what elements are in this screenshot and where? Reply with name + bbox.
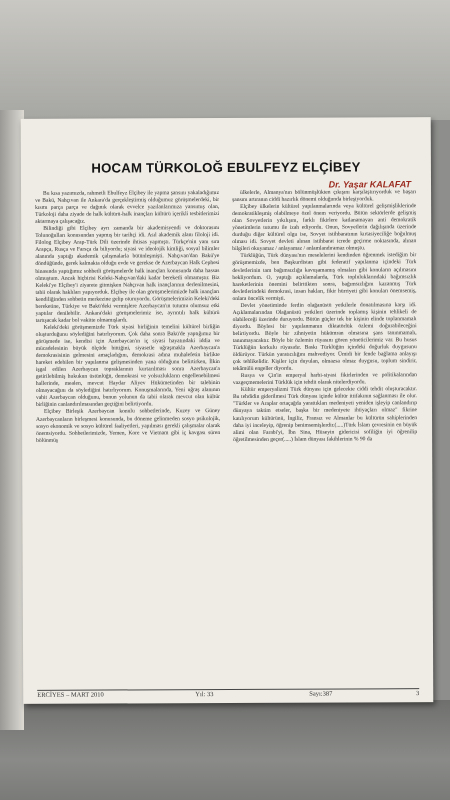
footer-issue: Sayı:387: [309, 690, 333, 698]
article-title: HOCAM TÜRKOLOĞ EBULFEYZ ELÇİBEY: [91, 159, 361, 176]
background-table: [0, 700, 450, 800]
paragraph: Devlet yönetiminde ferdin olağanüstü yetkilerle donatılmasına karşı idi. Açıklamalarından Olağanüstü yetkileri üzerinde toplamış kişinin tehlikeli de olabileceği üzerinde duruyordu. Bütün güçler tek bir kişinin elinde toplanmamalı diyordu. Böylesi bir yapılanmanın diktatörlük özlemi doğurabileceğini belirtiyordu. Böyle bir zihniyetin hükümran olmasına şans tanınmamalı, tanınmayacaktır. Böyle bir özlemin rüyasını gören yöneticilerimiz var. Bu husus Türklüğün korkulu rüyasıdır. Baskı Türklüğün içindeki doğurluk duygusunu öldürüyor. Türkün yaratıcılığını mahvediyor. Ümidi bir fende bağlama anlayışı çok tehlikelidir. Kişiler için duyulan, olmazsa olmaz duygusu, toplum sindirir, tekâmülü engeller diyordu.: [232, 301, 417, 373]
paragraph: ülkelerle, Almanya'nın bölünmüşlükten çıkışını karşılaştırıyorduk ve başarı şansını artıranın ciddi hazırlık dönemi olduğunda birleşiyorduk.: [232, 189, 417, 204]
paragraph: Rusya ve Çin'in emperyal harbi-siyasi fikirlerinden ve politikalarından vazgeçmemelerini Türklük için tehdit olarak nitelerdiyordu.: [232, 372, 417, 387]
paragraph: Kültür emperyalizmi Türk dünyası için gelecekte ciddi tehdit oluşturacaktır. Bu tehdidin giderilmesi Türk dünyası içinde kültür ittifakının sağlanması ile olur. "Türkler ve Araplar ortaçağda yarattıkları medeniyeti yeniden işleyip canlandırıp dünyaya taktim etseler, başka bir medeniyete ihtiyaçları olmaz" fikrine katılıyorum kültürünü, İngiliz, Fransız ve Almanlar bu kültürün sahiplerinden daha iyi inceleyip, öğrenip benimsemişlerdir.(.....)Türk İslam çevresinin en büyük alimi olan Farabi'yi, İbn Sina, Hüseyin gidericisi sofiliğin iyi öğrenilip öğretilmesinden geçer(.....) İslam dünyası fakihlerinin % 90 da: [232, 386, 418, 443]
article-author: Dr. Yaşar KALAFAT: [328, 179, 412, 190]
paragraph: Bilindiği gibi Elçibey ayrı zamanda bir akademisyendi ve doktorasını Tolunoğulları konusundan yapmış bir tarihçi idi. Asıl akademik alanı filoloji idi. Filolog Elçibey Arap-Türk Dili üzerinde ihtisas yapmıştı. Türkçe'nin yanı sıra Arapça, Rusça ve Farsça da biliyordu; siyasi ve ideolojik kimliği, sosyal bilimler alanında yaptığı akademik çalışmalarla bütünleşmişti. Nahçıvan'dan Bakü'ye döndüğünde, gerek kalmakta olduğu evde ve gerekse de Azerbaycan Halk Cephesi binasında yaptığımız sohbetli görüşmelerde halk inançları konusunda daha hassas olmuştum. Ancak hiçbirisi Keleki-Nahçıvan'daki kadar bereketli olmamıştır. Biz Keleki'ye Elçibey'i ziyarete gitmişken Nahçıvan halk inançlarının derlenilmesini, tabii olarak haklıları yapıyorduk. Elçibey ile olan görüşmelerimizde halk inançları kendiliğinden sohbetin merkezine gelip oturuyordu. Görüşmelerimizin Keleki'deki bereketine, Türkiye ve Bakü'deki vermişlere Azerbaycan'ın tutumu olumsuz etki yaptılar denilebilir. Ankara'daki görüşmelerimiz ise, ayrıntılı halk kültürü tartışacak kadar bol vakitte olmamışlardı.: [35, 225, 220, 324]
paragraph: Bu kısa yazımızda, rahmetli Ebulfeyz Elçibey ile yapma şansını yakaladığımız ve Bakü, Nahçıvan ile Ankara'da gerçekleştirmiş olduğumuz görüşmelerdeki, bir kısmı parça parça ve dağınık olarak evvelce yazılanlarımıza yansımış olan, Türkoloji daha ziyade de halk kültürü-halk inançları kültürü içerikli tesbitlerimizi aktarmaya çalışacağız.: [35, 190, 220, 226]
paragraph: Keleki'deki görüşmemizde Türk siyasi birliğinin temelini kültürel birliğin oluşturduğunu söylediğini hatırlıyorum. Çok daha sonra Bakü'de yaptığımız bir görüşmede ise, kendisi için Azerbaycan'ın iç siyasi hayatındaki iddia ve mücadelesinin büyük ölçüde bittiğini, siyasetle uğraşmakla Azerbaycan'a demokrasisinin gelmesini amaçladığını, demokrasi adına muhalefetin birlikte hareket edebilen bir yapılanma gelişmesinden yana olduğunu belirtirken, İlkin işgal edilen Azerbaycan topraklarının kurtarılması sonra Azerbaycan'a getirilebilmiş hukukun üstünlüğü, demokrasi ve yolsuzlukların engellenebilmesi hallerinde, mealen, mevcut Haydar Aliyev Hükümetinden bir talebinin olmayacağını da söylediğini hatırlıyorum. Konuşmalarında, Yeni uğraş alanının vahit Azerbaycan olduğunu, bunun yolunun da tabii olarak mevcut olan kültür birliğinin canlandırılmasından geçtiğini belirtiyordu.: [35, 323, 220, 409]
left-column: [35, 190, 221, 687]
page-number: 3: [415, 690, 420, 698]
paragraph: Elçibey Birleşik Azerbaycan konulu sohbetlerinde, Kuzey ve Güney Azerbaycanların birleşmesi konusunda, bu döneme gelinmeden sosyo psikolojik, sosyo ekonomik ve sosyo kültürel faaliyetleri, yapılması gerekli çalışmalar olarak önemsiyordu. Sohbetlerimizde, Yemen, Kore ve Vietnam gibi iç kavgası süren bölünmüş: [36, 408, 221, 444]
paragraph: Elçibey ülkelerin kültürel yapılanmalarında veya kültürel gelişmişliklerinde demokratikleşmiş olabilmeye özel önem veriyordu. Bütün sektörlerde gelişmiş olan Sovyetlerin yıkılışını, farklı fikirlere katlanamayan anti demokratik yönetimlerin tutumu ile izah ediyordu. Onun, Sovyetlerin dağılışında üzerinde durduğu diğer kültürel olgu ise, Sovyet istihbaratının kırtasiyeciliğe boğulmuş olması idi. Sovyet devleti alınan istihbarat icrede geçirme noktasında, alınan bilgileri okuyamaz / anlayamaz / anlamlandıramaz olmuştu.: [232, 203, 417, 253]
paragraph: Türklüğün, Türk dünyası'nın meselelerini kendinden öğrenmek istediğim bir görüşmemizde, ben Başkurdistan gibi federatif yapılanma içindeki Türk devletlerinin tam bağımsızlığa kavuşamamış olmaları gibi konuların açılmasını bekliyordum. O, yaptığı açıklamalarda, Türk topluluklarındaki bağımsızlık hareketlerinin önemini belirttikten sonra, bağımsızlığını kazanmış Türk devletlerindeki demokrasi, insan hakları, fikir hürriyeti gibi konuları önemsemiş, onlara öncelik vermişti.: [232, 252, 417, 302]
footer-magazine: ERCİYES – MART 2010: [37, 691, 104, 699]
page-footer: [37, 688, 419, 701]
right-column: [232, 189, 418, 686]
footer-year: Yıl: 33: [195, 691, 214, 699]
magazine-page: [21, 117, 434, 704]
background-wall: [0, 0, 450, 120]
